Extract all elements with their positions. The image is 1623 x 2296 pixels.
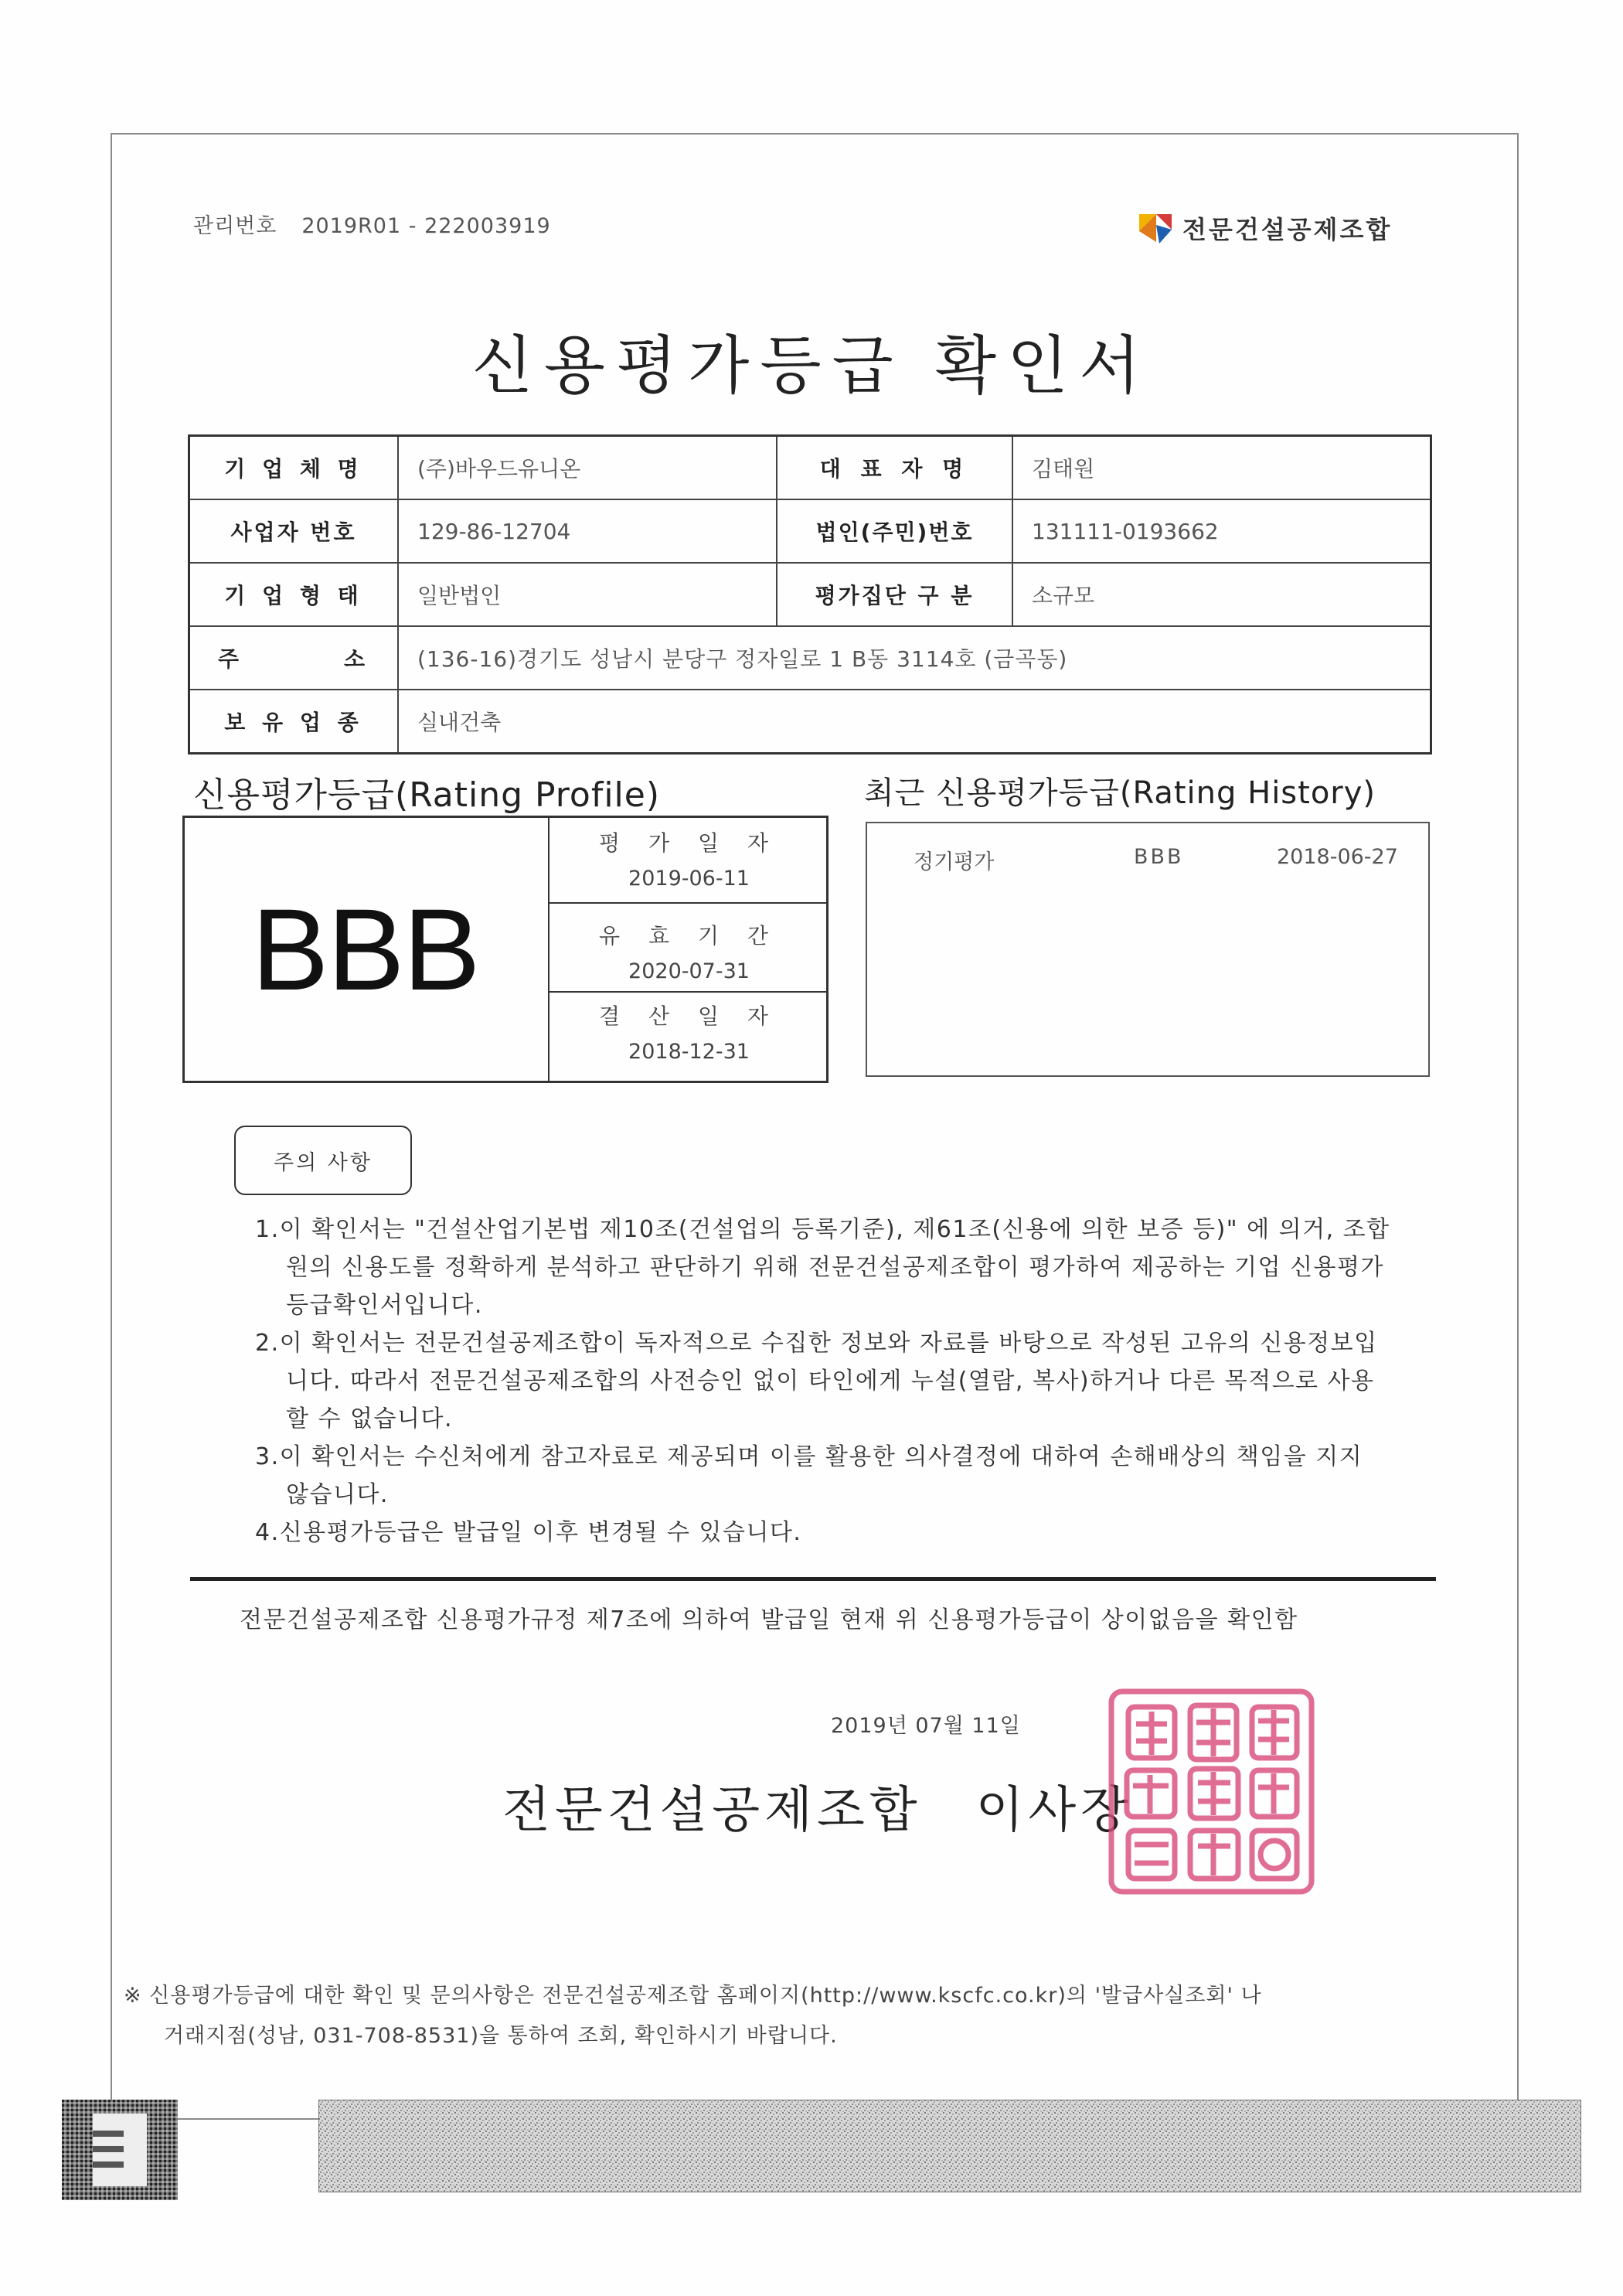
table-row (189, 626, 1431, 690)
address-label (189, 626, 399, 690)
industry-label: 보 유 업 종 (189, 690, 399, 754)
notice-item: 2.이 확인서는 전문건설공제조합이 독자적으로 수집한 정보와 자료를 바탕으로 작성된 고유의 신용정보입니다. 따라서 전문건설공제조합의 사전승인 없이 타인에게 누설(열람, 복사)하거나 다른 목적으로 사용할 수 없습니다. (255, 1330, 1378, 1432)
address-label-part: 주 (218, 646, 244, 672)
issue-date: 2019년 07월 11일 (831, 1714, 1021, 1738)
history-date: 2018-06-27 (1277, 845, 1398, 869)
table-row (189, 436, 1431, 500)
table-row (189, 499, 1431, 563)
history-type: 정기평가 (914, 850, 995, 874)
valid-period-value: 2020-07-31 (628, 959, 750, 983)
ceo-label: 대 표 자 명 (777, 436, 1012, 500)
rating-profile-heading: 신용평가등급(Rating Profile) (193, 775, 661, 815)
company-type-value: 일반법인 (398, 563, 777, 626)
notice-item: 3.이 확인서는 수신처에게 참고자료로 제공되며 이를 활용한 의사결정에 대하여 손해배상의 책임을 지지 않습니다. (255, 1443, 1363, 1508)
history-grade: BBB (1134, 845, 1184, 869)
footnote (124, 1976, 1484, 2056)
business-number-label: 사업자 번호 (189, 499, 399, 563)
official-seal (1105, 1685, 1318, 1898)
issuer-name: 전문건설공제조합 (502, 1782, 922, 1839)
business-number-value: 129-86-12704 (398, 499, 777, 563)
issuer-title: 이사장 (975, 1782, 1134, 1839)
rating-dates-column (548, 816, 829, 1083)
management-number-value: 2019R01 - 222003919 (301, 214, 551, 238)
ceo-value: 김태원 (1012, 436, 1431, 500)
evaluation-date-label: 평 가 일 자 (599, 830, 779, 856)
rating-history-heading: 최근 신용평가등급(Rating History) (864, 775, 1376, 811)
notice-item: 4.신용평가등급은 발급일 이후 변경될 수 있습니다. (255, 1519, 802, 1546)
company-info-table (188, 434, 1432, 755)
scan-marker-block (62, 2100, 178, 2200)
address-value: (136-16)경기도 성남시 분당구 정자일로 1 B동 3114호 (금곡동) (398, 626, 1431, 690)
company-name-label: 기 업 체 명 (189, 436, 399, 500)
settlement-date-label: 결 산 일 자 (599, 1003, 779, 1029)
section-divider (190, 1577, 1436, 1581)
logo-mark-icon (1136, 211, 1175, 245)
address-label-part: 소 (343, 646, 369, 672)
evaluation-group-label: 평가집단 구 분 (777, 563, 1012, 626)
notice-heading-box: 주의 사항 (234, 1126, 412, 1195)
table-row (189, 690, 1431, 754)
issuer-signature (502, 1770, 1133, 1841)
evaluation-group-value: 소규모 (1012, 563, 1431, 626)
notice-list (255, 1211, 1391, 1552)
industry-value: 실내건축 (398, 690, 1431, 754)
evaluation-date-value: 2019-06-11 (628, 867, 750, 891)
corporate-number-label: 법인(주민)번호 (777, 499, 1012, 563)
association-logo (1136, 210, 1392, 246)
divider (550, 991, 829, 993)
document-title: 신용평가등급 확인서 (471, 329, 1152, 403)
evaluation-date-cell (550, 826, 829, 891)
company-name-value: (주)바우드유니온 (398, 436, 777, 500)
management-number (193, 209, 551, 239)
valid-period-cell (550, 919, 829, 983)
divider (550, 902, 829, 904)
logo-text: 전문건설공제조합 (1182, 215, 1393, 244)
notice-item: 1.이 확인서는 "건설산업기본법 제10조(건설업의 등록기준), 제61조(신용에 의한 보증 등)" 에 의거, 조합원의 신용도를 정확하게 분석하고 판단하기 위해 전문건설공제조합이 평가하여 제공하는 기업 신용평가등급확인서입니다. (255, 1216, 1390, 1319)
settlement-date-cell (550, 1000, 829, 1064)
corporate-number-value: 131111-0193662 (1012, 499, 1431, 563)
company-type-label: 기 업 형 태 (189, 563, 399, 626)
management-number-label: 관리번호 (193, 214, 277, 238)
rating-history-box (866, 822, 1430, 1077)
scan-noise-strip (318, 2100, 1581, 2192)
footnote-line: ※ 신용평가등급에 대한 확인 및 문의사항은 전문건설공제조합 홈페이지(http://www.kscfc.co.kr)의 '발급사실조회' 나 (124, 1984, 1262, 2008)
footnote-line: 거래지점(성남, 031-708-8531)을 통하여 조회, 확인하시기 바랍니다. (164, 2024, 838, 2048)
valid-period-label: 유 효 기 간 (599, 923, 779, 949)
table-row (189, 563, 1431, 626)
settlement-date-value: 2018-12-31 (628, 1040, 750, 1064)
credit-grade: BBB (251, 884, 479, 1014)
confirmation-text: 전문건설공제조합 신용평가규정 제7조에 의하여 발급일 현재 위 신용평가등급이 상이없음을 확인함 (240, 1606, 1298, 1633)
